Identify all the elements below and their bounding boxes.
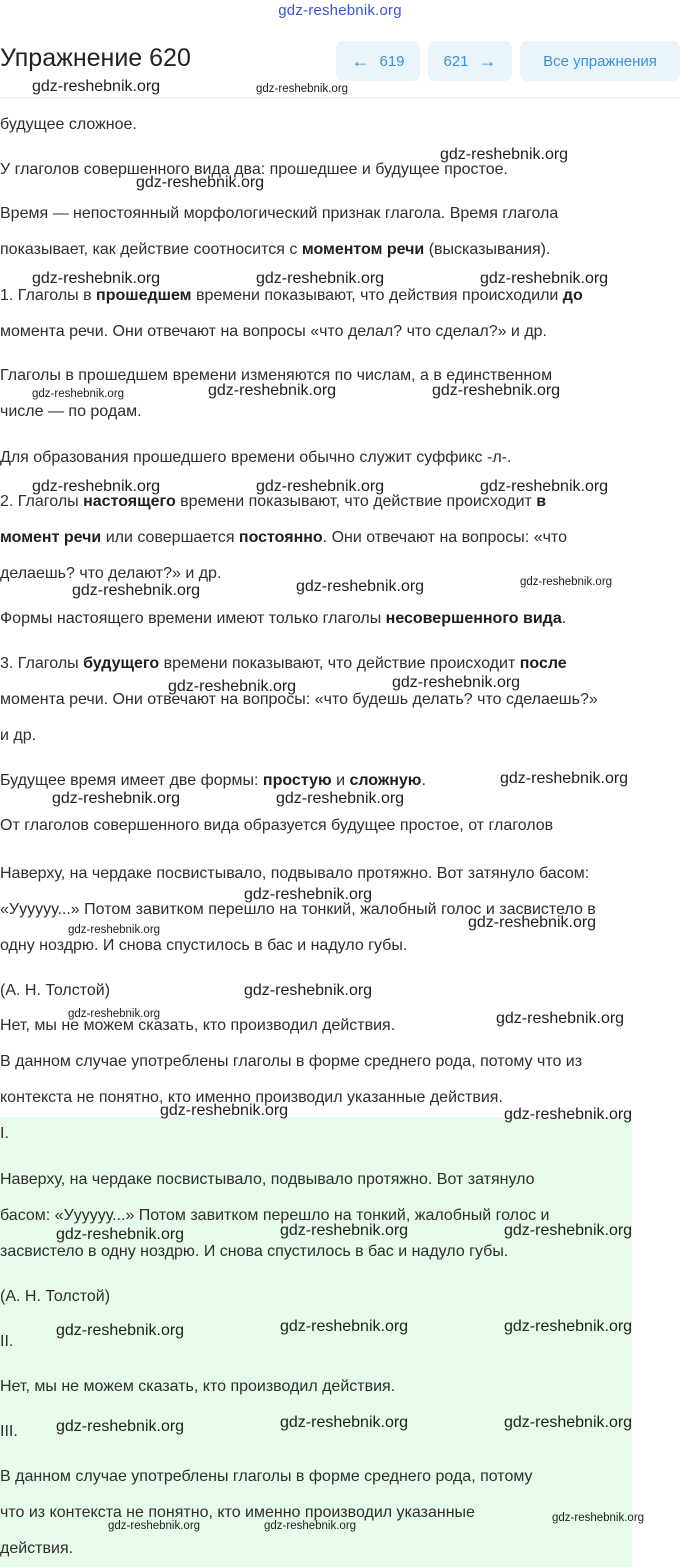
watermark: gdz-reshebnik.org	[468, 914, 597, 931]
task-explanation-line: В данном случае употреблены глаголы в форме среднего рода, потому что из	[0, 1053, 583, 1070]
theory-paragraph: От глаголов совершенного вида образуется будущее простое, от глаголов	[0, 817, 554, 834]
watermark: gdz-reshebnik.org	[504, 1414, 633, 1431]
watermark: gdz-reshebnik.org	[244, 982, 373, 999]
theory-paragraph: и др.	[0, 727, 37, 744]
watermark: gdz-reshebnik.org	[496, 1010, 625, 1027]
task-explanation-line: контекста не понятно, кто именно производил указанные действия.	[0, 1089, 503, 1106]
watermark: gdz-reshebnik.org	[56, 1418, 185, 1435]
answer-part-number: II.	[0, 1333, 14, 1350]
answer-line: засвистело в одну ноздрю. И снова спустилось в бас и надуло губы.	[0, 1243, 509, 1260]
theory-paragraph: момента речи. Они отвечают на вопросы «что делал? что сделал?» и др.	[0, 323, 547, 340]
watermark: gdz-reshebnik.org	[256, 478, 385, 495]
all-exercises-button[interactable]	[520, 41, 680, 81]
watermark: gdz-reshebnik.org	[280, 1318, 409, 1335]
theory-paragraph: Будущее время имеет две формы: простую и сложную.	[0, 772, 426, 789]
watermark: gdz-reshebnik.org	[392, 674, 521, 691]
arrow-right-icon: →	[478, 50, 497, 71]
theory-paragraph: Глаголы в прошедшем времени изменяются по числам, а в единственном	[0, 367, 553, 384]
page-title: Упражнение 620	[0, 44, 191, 72]
watermark: gdz-reshebnik.org	[32, 270, 161, 287]
task-text-line: «Уууууу...» Потом завитком перешло на тонкий, жалобный голос и засвистело в	[0, 901, 596, 918]
watermark: gdz-reshebnik.org	[500, 770, 629, 787]
task-text-line: одну ноздрю. И снова спустилось в бас и надуло губы.	[0, 937, 408, 954]
answer-author: (А. Н. Толстой)	[0, 1288, 111, 1305]
watermark: gdz-reshebnik.org	[32, 78, 161, 95]
watermark: gdz-reshebnik.org	[68, 924, 161, 936]
task-author: (А. Н. Толстой)	[0, 982, 111, 999]
answer-part-number: I.	[0, 1125, 9, 1142]
answer-line: действия.	[0, 1540, 74, 1557]
watermark: gdz-reshebnik.org	[480, 270, 609, 287]
watermark: gdz-reshebnik.org	[296, 578, 425, 595]
theory-paragraph: делаешь? что делают?» и др.	[0, 565, 222, 582]
task-text-line: Наверху, на чердаке посвистывало, подвывало протяжно. Вот затянуло басом:	[0, 865, 590, 882]
theory-paragraph: будущее сложное.	[0, 116, 137, 133]
watermark: gdz-reshebnik.org	[256, 83, 349, 95]
watermark: gdz-reshebnik.org	[432, 382, 561, 399]
theory-paragraph: Время — непостоянный морфологический признак глагола. Время глагола	[0, 205, 559, 222]
watermark: gdz-reshebnik.org	[32, 478, 161, 495]
answer-line: Наверху, на чердаке посвистывало, подвывало протяжно. Вот затянуло	[0, 1171, 535, 1188]
theory-paragraph: 1. Глаголы в прошедшем времени показывают, что действия происходили до	[0, 287, 583, 304]
theory-paragraph: Формы настоящего времени имеют только глаголы несовершенного вида.	[0, 610, 567, 627]
watermark: gdz-reshebnik.org	[552, 1512, 645, 1524]
watermark: gdz-reshebnik.org	[276, 790, 405, 807]
watermark: gdz-reshebnik.org	[68, 1008, 161, 1020]
answer-line: басом: «Уууууу...» Потом завитком перешло на тонкий, жалобный голос и	[0, 1207, 550, 1224]
task-answer-line: Нет, мы не можем сказать, кто производил действия.	[0, 1017, 396, 1034]
theory-paragraph: Для образования прошедшего времени обычно служит суффикс -л-.	[0, 449, 512, 466]
watermark: gdz-reshebnik.org	[56, 1322, 185, 1339]
prev-exercise-label: 619	[379, 52, 405, 70]
watermark: gdz-reshebnik.org	[504, 1222, 633, 1239]
answer-line: В данном случае употреблены глаголы в форме среднего рода, потому	[0, 1468, 533, 1485]
all-exercises-label: Все упражнения	[543, 52, 657, 70]
arrow-left-icon: ←	[351, 50, 370, 71]
answer-line: что из контекста не понятно, кто именно производил указанные	[0, 1504, 475, 1521]
theory-paragraph: У глаголов совершенного вида два: прошедшее и будущее простое.	[0, 161, 508, 178]
prev-exercise-button[interactable]	[336, 41, 420, 81]
site-link[interactable]: gdz-reshebnik.org	[278, 2, 402, 19]
watermark: gdz-reshebnik.org	[168, 678, 297, 695]
theory-paragraph: 2. Глаголы настоящего времени показывают, что действие происходит в	[0, 493, 547, 510]
watermark: gdz-reshebnik.org	[280, 1414, 409, 1431]
watermark: gdz-reshebnik.org	[244, 886, 373, 903]
watermark: gdz-reshebnik.org	[504, 1106, 633, 1123]
watermark: gdz-reshebnik.org	[56, 1226, 185, 1243]
answer-part-number: III.	[0, 1423, 18, 1440]
watermark: gdz-reshebnik.org	[32, 388, 125, 400]
watermark: gdz-reshebnik.org	[520, 576, 613, 588]
watermark: gdz-reshebnik.org	[160, 1102, 289, 1119]
next-exercise-button[interactable]	[428, 41, 512, 81]
watermark: gdz-reshebnik.org	[264, 1520, 357, 1532]
watermark: gdz-reshebnik.org	[440, 146, 569, 163]
header-divider	[0, 97, 680, 99]
theory-paragraph: 3. Глаголы будущего времени показывают, что действие происходит после	[0, 655, 567, 672]
watermark: gdz-reshebnik.org	[72, 582, 201, 599]
watermark: gdz-reshebnik.org	[208, 382, 337, 399]
watermark: gdz-reshebnik.org	[136, 174, 265, 191]
next-exercise-label: 621	[443, 52, 469, 70]
theory-paragraph: момент речи или совершается постоянно. Они отвечают на вопросы: «что	[0, 529, 567, 546]
watermark: gdz-reshebnik.org	[280, 1222, 409, 1239]
theory-paragraph: момента речи. Они отвечают на вопросы: «что будешь делать? что сделаешь?»	[0, 691, 598, 708]
watermark: gdz-reshebnik.org	[108, 1520, 201, 1532]
watermark: gdz-reshebnik.org	[480, 478, 609, 495]
watermark: gdz-reshebnik.org	[504, 1318, 633, 1335]
watermark: gdz-reshebnik.org	[52, 790, 181, 807]
theory-paragraph: числе — по родам.	[0, 403, 142, 420]
watermark: gdz-reshebnik.org	[256, 270, 385, 287]
answer-line: Нет, мы не можем сказать, кто производил действия.	[0, 1378, 396, 1395]
theory-paragraph: показывает, как действие соотносится с моментом речи (высказывания).	[0, 241, 551, 258]
